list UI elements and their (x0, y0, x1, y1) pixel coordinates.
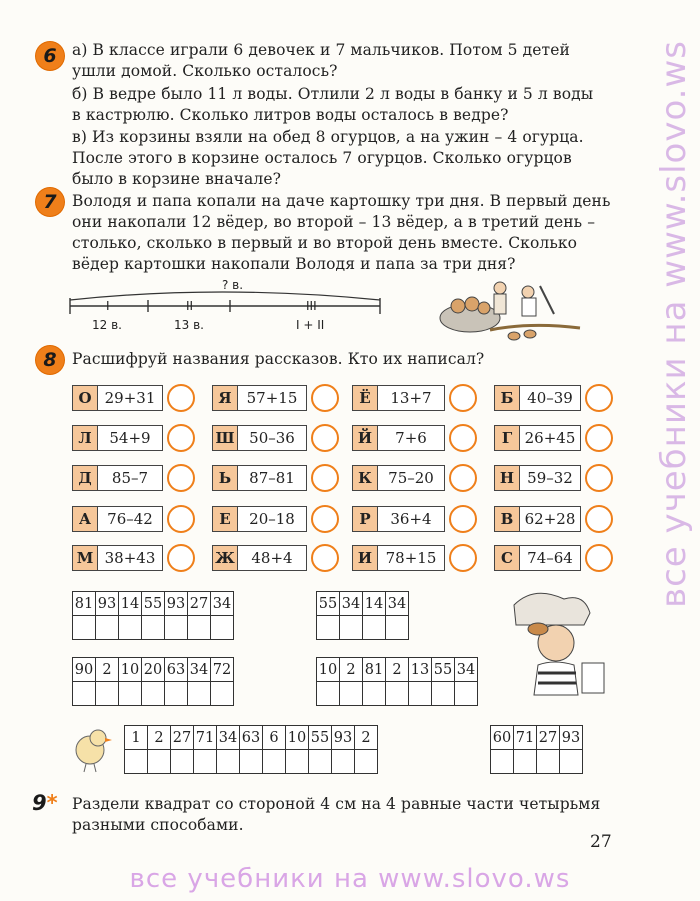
cipher-item (494, 506, 613, 532)
answer-circle[interactable] (585, 384, 613, 412)
cipher-item (494, 465, 613, 491)
task-6-c: в) Из корзины взяли на обед 8 огурцов, а на ужин – 4 огурца. После этого в корзине осталось 7 огурцов. Сколько огурцов было в корзине вначале? (72, 128, 584, 188)
answer-circle[interactable] (311, 544, 339, 572)
answer-circle[interactable] (167, 464, 195, 492)
seg-top-2: II (186, 299, 194, 313)
grid-number-cell: 2 (386, 658, 409, 682)
grid-answer-cell[interactable] (148, 750, 171, 774)
cipher-expression: 20–18 (237, 506, 307, 532)
grid-number-cell: 55 (317, 592, 340, 616)
grid-answer-cell[interactable] (309, 750, 332, 774)
grid-answer-cell[interactable] (240, 750, 263, 774)
answer-circle[interactable] (167, 544, 195, 572)
grid-answer-cell[interactable] (119, 682, 142, 706)
cipher-item (494, 425, 613, 451)
cipher-expression: 29+31 (97, 385, 163, 411)
grid-answer-cell[interactable] (211, 682, 234, 706)
answer-circle[interactable] (311, 505, 339, 533)
cipher-item (494, 385, 613, 411)
answer-grid-3 (72, 657, 234, 706)
chick-illustration (66, 724, 116, 774)
grid-answer-cell[interactable] (491, 750, 514, 774)
grid-number-cell: 34 (188, 658, 211, 682)
grid-number-cell: 14 (119, 592, 142, 616)
cipher-letter: И (352, 545, 377, 571)
cipher-letter: Н (494, 465, 519, 491)
grid-number-cell: 10 (119, 658, 142, 682)
cipher-letter: Ш (212, 425, 237, 451)
grid-number-cell: 34 (217, 726, 240, 750)
cipher-expression: 48+4 (237, 545, 307, 571)
answer-circle[interactable] (311, 424, 339, 452)
grid-answer-cell[interactable] (211, 616, 234, 640)
grid-number-cell: 55 (309, 726, 332, 750)
grid-answer-cell[interactable] (560, 750, 583, 774)
cipher-letter: К (352, 465, 377, 491)
bottom-watermark: все учебники на www.slovo.ws (129, 864, 571, 894)
answer-grid-2 (316, 591, 409, 640)
answer-circle[interactable] (449, 464, 477, 492)
grid-number-cell: 2 (355, 726, 378, 750)
cipher-item (352, 506, 477, 532)
grid-number-cell: 71 (194, 726, 217, 750)
cipher-item (352, 545, 477, 571)
cipher-expression: 74–64 (519, 545, 581, 571)
grid-answer-cell[interactable] (165, 682, 188, 706)
grid-number-cell: 90 (73, 658, 96, 682)
answer-circle[interactable] (311, 464, 339, 492)
grid-answer-cell[interactable] (263, 750, 286, 774)
cipher-expression: 75–20 (377, 465, 445, 491)
cipher-item (212, 425, 339, 451)
grid-answer-cell[interactable] (286, 750, 309, 774)
grid-number-cell: 63 (165, 658, 188, 682)
grid-answer-cell[interactable] (363, 616, 386, 640)
grid-number-cell: 81 (363, 658, 386, 682)
grid-answer-cell[interactable] (340, 682, 363, 706)
grid-number-cell: 34 (340, 592, 363, 616)
answer-circle[interactable] (167, 384, 195, 412)
grid-answer-cell[interactable] (432, 682, 455, 706)
grid-number-cell: 20 (142, 658, 165, 682)
grid-answer-cell[interactable] (332, 750, 355, 774)
grid-answer-cell[interactable] (537, 750, 560, 774)
grid-number-cell: 2 (96, 658, 119, 682)
answer-grid-6 (490, 725, 583, 774)
grid-number-cell: 2 (340, 658, 363, 682)
grid-answer-cell[interactable] (165, 616, 188, 640)
cipher-expression: 78+15 (377, 545, 445, 571)
seg-bottom-2: 13 в. (174, 318, 204, 332)
cipher-letter: Ж (212, 545, 237, 571)
grid-answer-cell[interactable] (217, 750, 240, 774)
cipher-letter: Ё (352, 385, 377, 411)
grid-number-cell: 93 (332, 726, 355, 750)
cipher-item (72, 545, 195, 571)
answer-circle[interactable] (449, 384, 477, 412)
answer-circle[interactable] (585, 505, 613, 533)
grid-answer-cell[interactable] (317, 616, 340, 640)
answer-circle[interactable] (585, 544, 613, 572)
task-8-prompt: Расшифруй названия рассказов. Кто их написал? (72, 350, 485, 368)
cipher-expression: 50–36 (237, 425, 307, 451)
cipher-item (72, 385, 195, 411)
grid-number-cell: 34 (455, 658, 478, 682)
cipher-expression: 40–39 (519, 385, 581, 411)
cipher-letter: Я (212, 385, 237, 411)
grid-number-cell: 34 (211, 592, 234, 616)
grid-number-cell: 81 (73, 592, 96, 616)
grid-answer-cell[interactable] (188, 616, 211, 640)
answer-grid-4 (316, 657, 478, 706)
cipher-letter: Р (352, 506, 377, 532)
cipher-letter: Б (494, 385, 519, 411)
grid-number-cell: 63 (240, 726, 263, 750)
answer-circle[interactable] (311, 384, 339, 412)
answer-grid-5 (124, 725, 378, 774)
grid-answer-cell[interactable] (386, 682, 409, 706)
grid-number-cell: 27 (188, 592, 211, 616)
cipher-item (352, 385, 477, 411)
cipher-item (212, 545, 339, 571)
grid-answer-cell[interactable] (119, 616, 142, 640)
cipher-item (212, 385, 339, 411)
task-7-text: Володя и папа копали на даче картошку три дня. В первый день они накопали 12 вёдер, во второй – 13 вёдер, а в третий день – столько, сколько в первый и во второй день вместе. Сколько вёдер картошки накопали Володя и папа за три дня? (72, 192, 611, 273)
cipher-expression: 26+45 (519, 425, 581, 451)
cipher-item (72, 506, 195, 532)
answer-circle[interactable] (167, 424, 195, 452)
grid-answer-cell[interactable] (363, 682, 386, 706)
answer-circle[interactable] (585, 424, 613, 452)
cipher-expression: 57+15 (237, 385, 307, 411)
task-6-b: б) В ведре было 11 л воды. Отлили 2 л воды в банку и 5 л воды в кастрюлю. Сколько литров воды осталось в ведре? (72, 85, 594, 124)
cipher-expression: 85–7 (97, 465, 163, 491)
grid-number-cell: 93 (96, 592, 119, 616)
cipher-letter: Л (72, 425, 97, 451)
cipher-item (72, 425, 195, 451)
answer-grid-1 (72, 591, 234, 640)
grid-number-cell: 93 (165, 592, 188, 616)
seg-bottom-1: 12 в. (92, 318, 122, 332)
task-6-badge: 6 (36, 42, 64, 70)
side-watermark: все учебники на www.slovo.ws (654, 40, 694, 608)
grid-number-cell: 27 (537, 726, 560, 750)
cipher-letter: А (72, 506, 97, 532)
grid-answer-cell[interactable] (386, 616, 409, 640)
task-9-badge: 9* (32, 791, 58, 815)
grid-number-cell: 6 (263, 726, 286, 750)
task-7-badge: 7 (36, 188, 64, 216)
grid-number-cell: 14 (363, 592, 386, 616)
grid-number-cell: 93 (560, 726, 583, 750)
grid-number-cell: 2 (148, 726, 171, 750)
answer-circle[interactable] (449, 424, 477, 452)
grid-answer-cell[interactable] (340, 616, 363, 640)
diagram-total-label: ? в. (222, 278, 244, 292)
grid-answer-cell[interactable] (514, 750, 537, 774)
grid-answer-cell[interactable] (455, 682, 478, 706)
cipher-expression: 38+43 (97, 545, 163, 571)
answer-circle[interactable] (449, 544, 477, 572)
cipher-item (494, 545, 613, 571)
grid-answer-cell[interactable] (142, 616, 165, 640)
cipher-letter: М (72, 545, 97, 571)
grid-number-cell: 27 (171, 726, 194, 750)
grid-answer-cell[interactable] (188, 682, 211, 706)
cipher-item (212, 465, 339, 491)
grid-answer-cell[interactable] (142, 682, 165, 706)
digging-illustration (430, 266, 590, 346)
cook-boy-illustration (494, 585, 614, 705)
cipher-expression: 76–42 (97, 506, 163, 532)
grid-answer-cell[interactable] (73, 682, 96, 706)
grid-number-cell: 55 (432, 658, 455, 682)
grid-number-cell: 10 (317, 658, 340, 682)
cipher-letter: В (494, 506, 519, 532)
grid-number-cell: 13 (409, 658, 432, 682)
answer-circle[interactable] (167, 505, 195, 533)
cipher-letter: Е (212, 506, 237, 532)
cipher-item (352, 465, 477, 491)
grid-number-cell: 34 (386, 592, 409, 616)
grid-number-cell: 72 (211, 658, 234, 682)
answer-circle[interactable] (449, 505, 477, 533)
cipher-item (212, 506, 339, 532)
task-8-badge: 8 (36, 346, 64, 374)
grid-answer-cell[interactable] (73, 616, 96, 640)
cipher-item (72, 465, 195, 491)
cipher-expression: 7+6 (377, 425, 445, 451)
cipher-expression: 54+9 (97, 425, 163, 451)
task-6-a: а) В классе играли 6 девочек и 7 мальчиков. Потом 5 детей ушли домой. Сколько осталось? (72, 41, 570, 80)
grid-answer-cell[interactable] (317, 682, 340, 706)
cipher-letter: Г (494, 425, 519, 451)
page-number: 27 (590, 832, 612, 852)
cipher-letter: О (72, 385, 97, 411)
grid-number-cell: 60 (491, 726, 514, 750)
grid-number-cell: 1 (125, 726, 148, 750)
grid-answer-cell[interactable] (409, 682, 432, 706)
task-9-text: Раздели квадрат со стороной 4 см на 4 равные части четырьмя разными способами. (72, 795, 601, 834)
cipher-expression: 36+4 (377, 506, 445, 532)
cipher-letter: Д (72, 465, 97, 491)
cipher-letter: Ь (212, 465, 237, 491)
cipher-expression: 13+7 (377, 385, 445, 411)
grid-answer-cell[interactable] (355, 750, 378, 774)
grid-number-cell: 55 (142, 592, 165, 616)
grid-answer-cell[interactable] (171, 750, 194, 774)
cipher-letter: С (494, 545, 519, 571)
seg-top-3: III (306, 299, 317, 313)
seg-top-1: I (106, 299, 110, 313)
seg-bottom-3: I + II (296, 318, 325, 332)
cipher-expression: 87–81 (237, 465, 307, 491)
grid-answer-cell[interactable] (125, 750, 148, 774)
cipher-expression: 59–32 (519, 465, 581, 491)
grid-number-cell: 10 (286, 726, 309, 750)
cipher-item (352, 425, 477, 451)
answer-circle[interactable] (585, 464, 613, 492)
cipher-expression: 62+28 (519, 506, 581, 532)
grid-answer-cell[interactable] (96, 682, 119, 706)
grid-answer-cell[interactable] (194, 750, 217, 774)
cipher-letter: Й (352, 425, 377, 451)
grid-answer-cell[interactable] (96, 616, 119, 640)
grid-number-cell: 71 (514, 726, 537, 750)
